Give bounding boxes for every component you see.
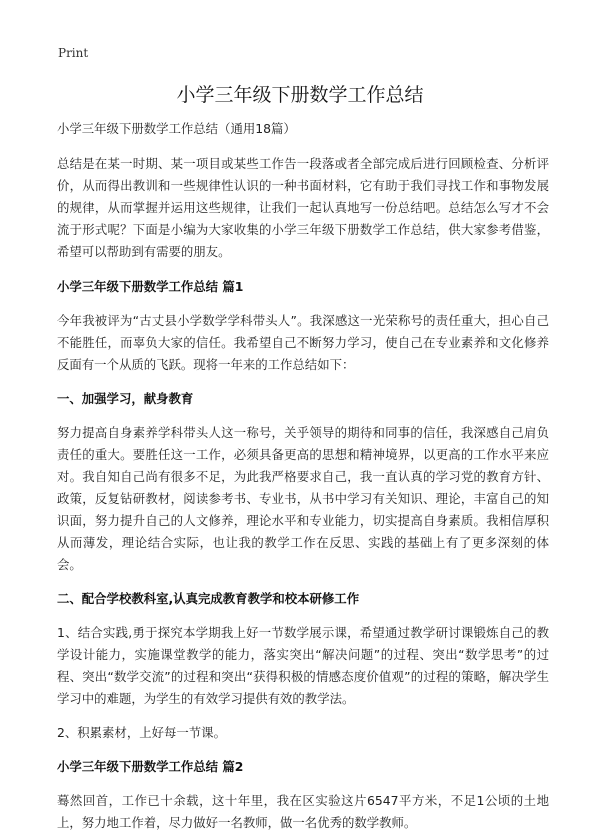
article1-heading: 小学三年级下册数学工作总结 篇1 — [57, 279, 244, 294]
section2-paragraph-2: 2、积累素材，上好每一节课。 — [57, 725, 226, 740]
article2-paragraph: 蓦然回首，工作已十余载，这十年里，我在区实验这片6547平方米，不足1公顷的土地上，努力地工作着，尽力做好一名教师，做一名优秀的数学教师。 — [57, 793, 549, 830]
section1-heading: 一、加强学习，献身教育 — [57, 391, 194, 406]
section2-heading: 二、配合学校教科室,认真完成教育教学和校本研修工作 — [57, 591, 360, 606]
subtitle: 小学三年级下册数学工作总结（通用18篇） — [57, 121, 296, 136]
article1-paragraph: 今年我被评为“古丈县小学数学学科带头人”。我深感这一光荣称号的责任重大，担心自己不能胜任，而辜负大家的信任。我希望自己不断努力学习，使自己在专业素养和文化修养反面有一个从质的飞跃。现将一年来的工作总结如下： — [57, 313, 549, 372]
section1-paragraph: 努力提高自身素养学科带头人这一称号，关乎领导的期待和同事的信任，我深感自己肩负责任的重大。要胜任这一工作，必须具备更高的思想和精神境界，以更高的工作水平来应对。我自知自己尚有很多不足，为此我严格要求自己，我一直认真的学习党的教育方针、政策，反复钻研教材，阅读参考书、专业书，从书中学习有关知识、理论，丰富自己的知识面，努力提升自己的人文修养，理论水平和专业能力，切实提高自身素质。我相信厚积从而薄发，理论结合实际，也让我的教学工作在反思、实践的基础上有了更多深刻的体会。 — [57, 425, 549, 572]
intro-paragraph: 总结是在某一时期、某一项目或某些工作告一段落或者全部完成后进行回顾检查、分析评价，从而得出教训和一些规律性认识的一种书面材料，它有助于我们寻找工作和事物发展的规律，从而掌握并运用这些规律，让我们一起认真地写一份总结吧。总结怎么写才不会流于形式呢？下面是小编为大家收集的小学三年级下册数学工作总结，供大家参考借鉴，希望可以帮助到有需要的朋友。 — [57, 156, 549, 259]
article2-heading: 小学三年级下册数学工作总结 篇2 — [57, 759, 244, 774]
print-link[interactable]: Print — [58, 46, 89, 60]
article-body — [57, 118, 549, 834]
page-title: 小学三年级下册数学工作总结 — [176, 84, 424, 106]
section2-paragraph-1: 1、结合实践,勇于探究本学期我上好一节数学展示课，希望通过教学研讨课锻炼自己的教学设计能力，实施课堂教学的能力，落实突出“解决问题”的过程、突出“数学思考”的过程、突出“数学交流”的过程和突出“获得积极的情感态度价值观”的过程的策略，解决学生学习中的难题，为学生的有效学习提供有效的教学法。 — [57, 625, 549, 706]
